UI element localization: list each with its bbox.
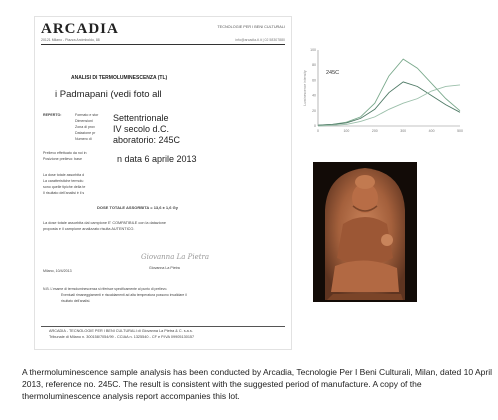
footer-divider xyxy=(41,326,285,327)
x-tick-label: 0 xyxy=(317,129,319,133)
y-tick-label: 60 xyxy=(312,78,316,83)
conclusion-line-2: proposta e il campione analizzato risulta AUTENTICO. xyxy=(43,227,135,231)
y-tick-label: 80 xyxy=(312,63,316,68)
chart-title: 245C xyxy=(326,70,340,76)
terracotta-sculpture-image xyxy=(313,162,417,302)
y-tick-label: 20 xyxy=(312,108,316,113)
dose-line-1: La dose totale assorbita d xyxy=(43,173,85,177)
note-line-1: N.B. L'esame di termoluminescenza si riferisce specificamente al punto di prelievo. xyxy=(43,287,168,291)
signatory-name: Giovanna La Pietra xyxy=(149,266,180,270)
provenance-value: Settentrionale xyxy=(113,113,169,123)
lab-number: aboratorio: 245C xyxy=(113,135,181,145)
sampling-line-2: Posizione prelievo: base xyxy=(43,157,82,161)
header-divider xyxy=(41,44,285,45)
conclusion-line-1: La dose totale assorbita dal campione E' COMPATIBILE con la datazione xyxy=(43,221,166,225)
x-tick-label: 500 xyxy=(457,129,463,133)
x-tick-label: 300 xyxy=(400,129,407,133)
dose-result: DOSE TOTALE ASSORBITA = 13,6 ± 1,6 Gy xyxy=(97,205,178,210)
x-tick-label: 400 xyxy=(428,129,435,133)
dating-value: IV secolo d.C. xyxy=(113,124,170,134)
sampling-line-1: Prelievo effettuato da noi in xyxy=(43,151,87,155)
x-tick-label: 100 xyxy=(343,129,350,133)
reperto-label: REPERTO: xyxy=(43,113,62,117)
padmapani-sculpture-photo xyxy=(313,162,417,302)
dose-line-2: La caratteristiche termolu xyxy=(43,179,84,183)
field-label-3: Zona di prov xyxy=(75,125,95,129)
footer-company: ARCADIA - TECNOLOGIE PER I BENI CULTURALI di Giovanna La Pietra & C. s.a.s. xyxy=(49,329,193,333)
y-tick-label: 100 xyxy=(310,48,316,52)
y-tick-label: 40 xyxy=(312,93,316,98)
dose-line-4: Il risultato dell'analisi è il s xyxy=(43,191,85,195)
dose-line-3: sono quelle tipiche della te xyxy=(43,185,86,189)
signature: Giovanna La Pietra xyxy=(141,253,210,261)
field-label-2: Dimensioni xyxy=(75,119,93,123)
place-date: Milano, 10/4/2013 xyxy=(43,269,72,273)
footer-registration: Tribunale di Milano n. 300158/7054/99 - CCIAA n. 1325540 - CF e P.IVA 09905130157 xyxy=(49,335,195,339)
subject-line: i Padmapani (vedi foto all xyxy=(55,89,162,100)
field-label-1: Formato e stor xyxy=(75,113,99,117)
tl-glow-curve-chart xyxy=(298,42,464,138)
y-axis-label: Luminescence intensity xyxy=(303,70,307,106)
y-tick-label: 0 xyxy=(314,124,316,128)
report-title: ANALISI DI TERMOLUMINESCENZA (TL) xyxy=(71,75,168,81)
field-label-5: Numero di xyxy=(75,137,92,141)
note-line-2: Eventuali rimaneggiamenti e riscaldamenti ad alta temperatura possono invalidare il xyxy=(61,293,187,297)
note-line-3: risultato dell'analisi. xyxy=(61,299,91,303)
header-contacts: info@arcadia-tl.it | 02 58307880 xyxy=(235,38,285,42)
sampling-date: n data 6 aprile 2013 xyxy=(117,154,197,164)
logo-address: 20121 Milano - Piazza Arcimboldo, 88 xyxy=(41,38,100,42)
lot-caption: A thermoluminescence sample analysis has been conducted by Arcadia, Tecnologie Per I Beni Culturali, Milan, dated 10 April 2013, reference no. 245C. The result is consistent with the suggested period of manufacture. A copy of the thermoluminescence analysis report accompanies this lot. xyxy=(22,367,492,401)
field-label-4: Datazione pr xyxy=(75,131,96,135)
tl-report-document xyxy=(34,16,292,350)
x-tick-label: 200 xyxy=(371,129,378,133)
header-right: TECNOLOGIE PER I BENI CULTURALI xyxy=(217,25,285,29)
arcadia-logo: ARCADIA xyxy=(41,21,119,37)
